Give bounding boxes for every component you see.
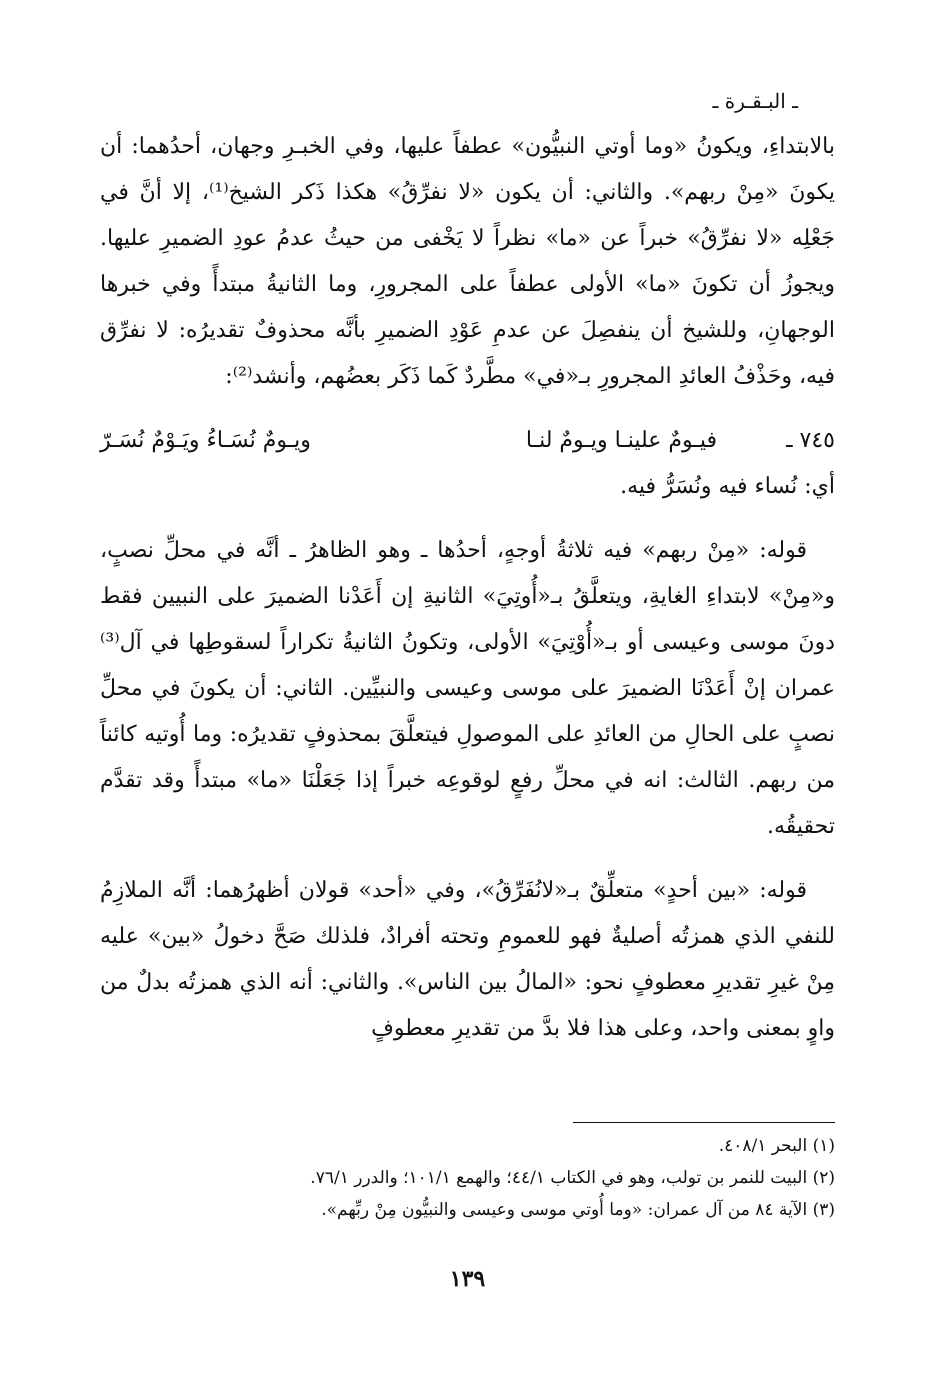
footnote-1: (١) البحر ٤٠٨/١. xyxy=(718,1136,835,1156)
footnotes xyxy=(100,1130,835,1226)
main-text xyxy=(100,124,835,1052)
poetry-verse xyxy=(100,418,835,464)
running-title: ـ البـقـرة ـ xyxy=(712,89,798,113)
verse-second-hemistich: ويـومٌ نُسَـاءُ ويَـوْمٌ نُسَـرّ xyxy=(100,428,311,453)
paragraph-3: قوله: «بين أحدٍ» متعلِّقٌ بـ«لانُفَرِّقُ»، وفي «أحد» قولان أظهرُهما: أنَّه الملازِمُ للنفي الذي همزتُه أصليةٌ فهو للعمومِ وتحته أفرادٌ، فلذلك صَحَّ دخولُ «بين» عليه مِنْ غيرِ تقديرِ معطوفٍ نحو: «المالُ بين الناس». والثاني: أنه الذي همزتُه بدلٌ من واوٍ بمعنى واحد، وعلى هذا فلا بدَّ من تقديرِ معطوفٍ xyxy=(100,878,835,1041)
verse-number: ٧٤٥ ـ xyxy=(786,428,835,453)
page-number: ١٣٩ xyxy=(449,1266,486,1292)
verse-gloss: أي: نُساء فيه ونُسَرُّ فيه. xyxy=(620,474,835,499)
paragraph-1: بالابتداءِ، ويكونُ «وما أوتي النبيُّون» عطفاً عليها، وفي الخبـرِ وجهان، أحدُهما: أن يكونَ «مِنْ ربهم». والثاني: أن يكون «لا نفرِّقُ» هكذا ذَكر الشيخ⁽¹⁾، إلا أنَّ في جَعْلِه «لا نفرِّقُ» خبراً عن «ما» نظراً لا يَخْفى من حيثُ عدمُ عودِ الضميرِ عليها. ويجوزُ أن تكونَ «ما» الأولى عطفاً على المجرورِ، وما الثانيةُ مبتدأً وفي خبرها الوجهانِ، وللشيخ أن ينفصِلَ عن عدمِ عَوْدِ الضميرِ بأنَّه محذوفٌ تقديرُه: لا نفرِّق فيه، وحَذْفُ العائدِ المجرورِ بـ«في» مطَّردٌ كَما ذَكَر بعضُهم، وأنشد⁽²⁾: xyxy=(100,134,835,389)
footnote-2: (٢) البيت للنمر بن تولب، وهو في الكتاب ٤٤/١؛ والهمع ١٠١/١؛ والدرر ٧٦/١. xyxy=(310,1168,835,1188)
paragraph-2: قوله: «مِنْ ربهم» فيه ثلاثةُ أوجهٍ، أحدُها ـ وهو الظاهرُ ـ أنَّه في محلِّ نصبٍ، و«مِنْ» لابتداءِ الغايةِ، ويتعلَّقُ بـ«أُوتِيَ» الثانيةِ إن أَعَدْنا الضميرَ على النبيين فقط دونَ موسى وعيسى أو بـ«أُوْتِيَ» الأولى، وتكونُ الثانيةُ تكراراً لسقوطِها في آل⁽³⁾ عمران إنْ أَعَدْنَا الضميرَ على موسى وعيسى والنبيِّين. الثاني: أن يكونَ في محلِّ نصبٍ على الحالِ من العائدِ على الموصولِ فيتعلَّقَ بمحذوفٍ تقديرُه: وما أُوتيه كائناً من ربهم. الثالث: انه في محلِّ رفعٍ لوقوعِه خبراً إذا جَعَلْنَا «ما» مبتدأً وقد تقدَّم تحقيقُه. xyxy=(100,538,835,839)
verse-first-hemistich: فيـومٌ علينـا ويـومٌ لنـا xyxy=(525,428,717,453)
footnote-separator xyxy=(573,1122,835,1123)
footnote-3: (٣) الآية ٨٤ من آل عمران: «وما أُوتي موسى وعيسى والنبيُّون مِنْ ربِّهم». xyxy=(321,1200,835,1220)
